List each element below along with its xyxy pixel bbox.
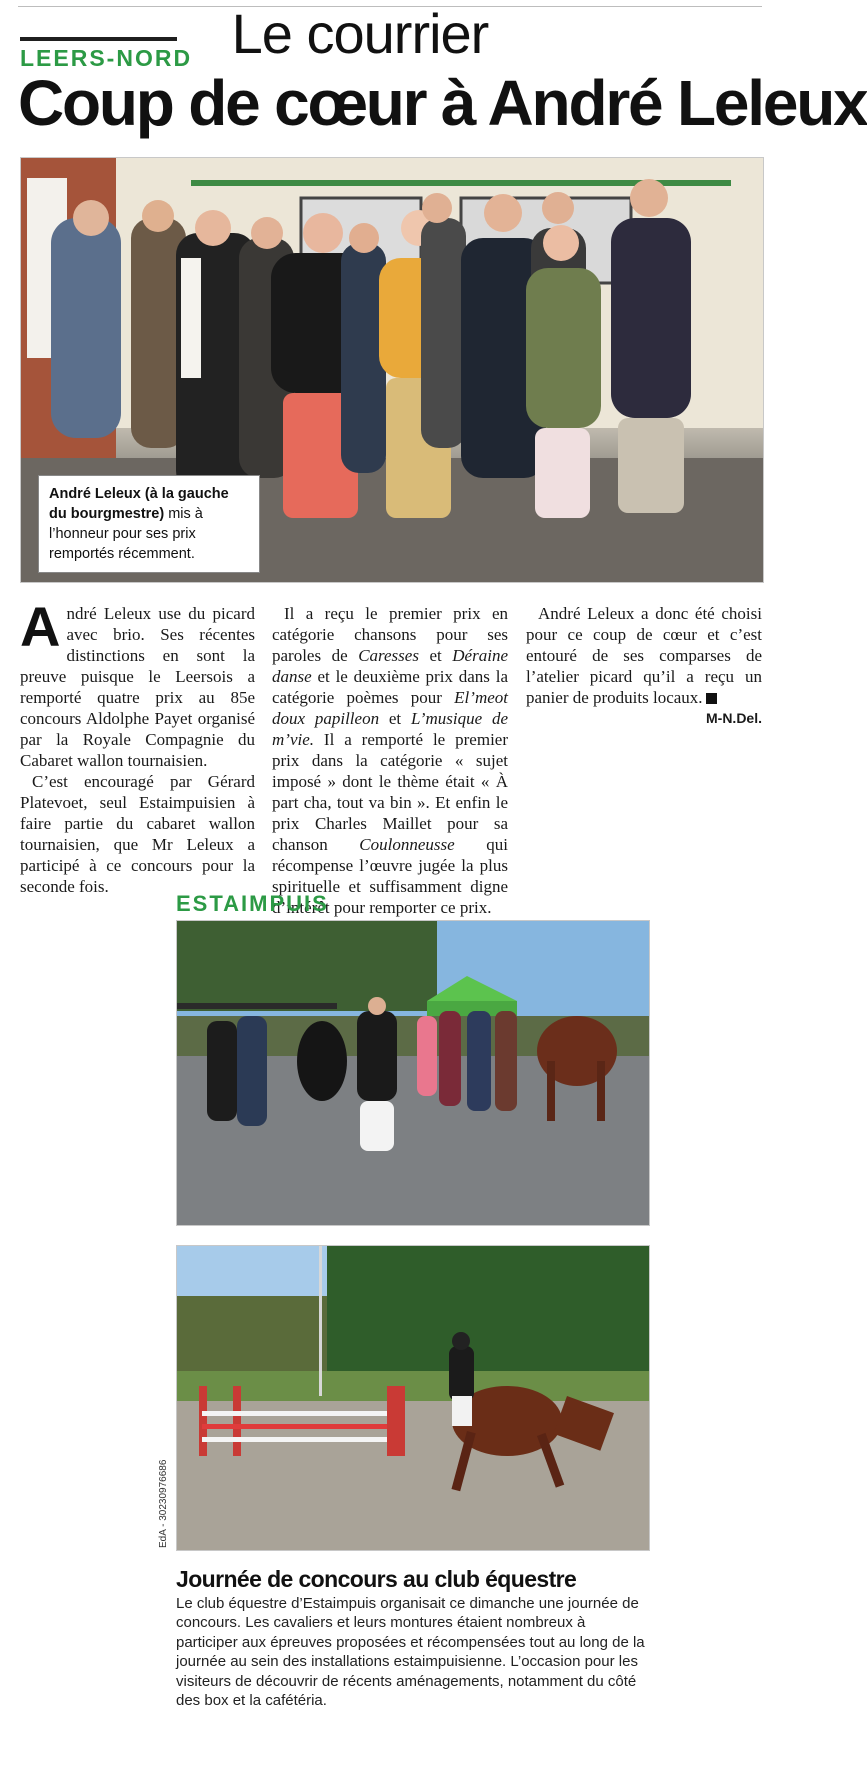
title-deraine-danse: Déraine danse — [272, 646, 508, 686]
article-paragraph-3e: Il a remporté le premier prix dans la catégorie « sujet imposé » dont le thème était « À part cha, tout va bin ». Et enfin le prix Charles Maillet pour sa chanson — [272, 730, 508, 854]
byline: M-N.Del. — [706, 710, 762, 726]
article-paragraph-3b: et — [418, 646, 453, 665]
title-caresses: Caresses — [358, 646, 419, 665]
article-paragraph-2: C’est encouragé par Gérard Platevoet, seul Estaimpuisien à faire partie du cabaret wallon tournaisien, que Mr Leleux a participé à ce concours pour la seconde fois. — [20, 772, 255, 896]
article2-caption-body: Le club équestre d’Estaimpuis organisait ce dimanche une journée de concours. Les cavaliers et leurs montures étaient nombreux à participer aux épreuves proposées et récompensées tout au long de la journée au sein des installations estaimpuisienne. L’occasion pour les visiteurs de découvrir de récents aménagements, notamment du côté des box et la cafétéria. — [176, 1595, 645, 1710]
article1-headline: Coup de cœur à André Leleux — [18, 67, 867, 139]
article-paragraph-3c: et le deuxième prix dans la catégorie poèmes pour — [272, 667, 508, 707]
article-paragraph-3f: qui récompense l’œuvre jugée la plus spirituelle et suffisamment digne d’intérêt pour remporter ce prix. — [272, 835, 508, 917]
title-lmusique: L’musique de m’vie. — [272, 709, 508, 749]
article2-caption-title: Journée de concours au club équestre — [176, 1566, 577, 1592]
article-paragraph-3d: et — [379, 709, 411, 728]
photo-credit: EdA - 30230976686 — [158, 1459, 169, 1548]
photo-caption-bold: André Leleux (à la gauche du bourgmestre) — [49, 486, 229, 522]
article-column-3 — [526, 603, 762, 729]
equestrian-photo-2-illustration — [177, 1246, 649, 1550]
equestrian-photo-1 — [176, 920, 650, 1226]
article2-kicker: ESTAIMPUIS — [176, 891, 329, 916]
article-column-2 — [272, 603, 508, 918]
article-column-1 — [20, 595, 255, 897]
article-paragraph-1: ndré Leleux use du picard avec brio. Ses récentes distinctions en sont la preuve puisque le Leersois a remporté quatre prix au 85e concours Aldolphe Payet organisé par la Royale Compagnie du Cabaret wallon tournaisien. — [20, 604, 255, 770]
kicker-rule — [20, 37, 177, 41]
article1-kicker: LEERS-NORD — [20, 45, 193, 71]
title-elmeot: El’meot doux papilleon — [272, 688, 508, 728]
masthead-title: Le courrier — [231, 2, 489, 65]
equestrian-photo-2 — [176, 1245, 650, 1551]
equestrian-photo-1-illustration — [177, 921, 649, 1225]
article-paragraph-4: André Leleux a donc été choisi pour ce coup de cœur et c’est entouré de ses comparses de l’atelier picard qu’il a reçu un panier de produits locaux. — [526, 604, 762, 707]
title-coulonneusse: Coulonneusse — [359, 835, 455, 854]
drop-cap: A — [20, 595, 61, 658]
end-mark — [706, 693, 717, 704]
photo-caption — [38, 475, 260, 573]
photo-caption-rest: mis à l’honneur pour ses prix remportés récemment. — [49, 506, 203, 562]
article-paragraph-3a: Il a reçu le premier prix en catégorie chansons pour ses paroles de — [272, 604, 508, 665]
